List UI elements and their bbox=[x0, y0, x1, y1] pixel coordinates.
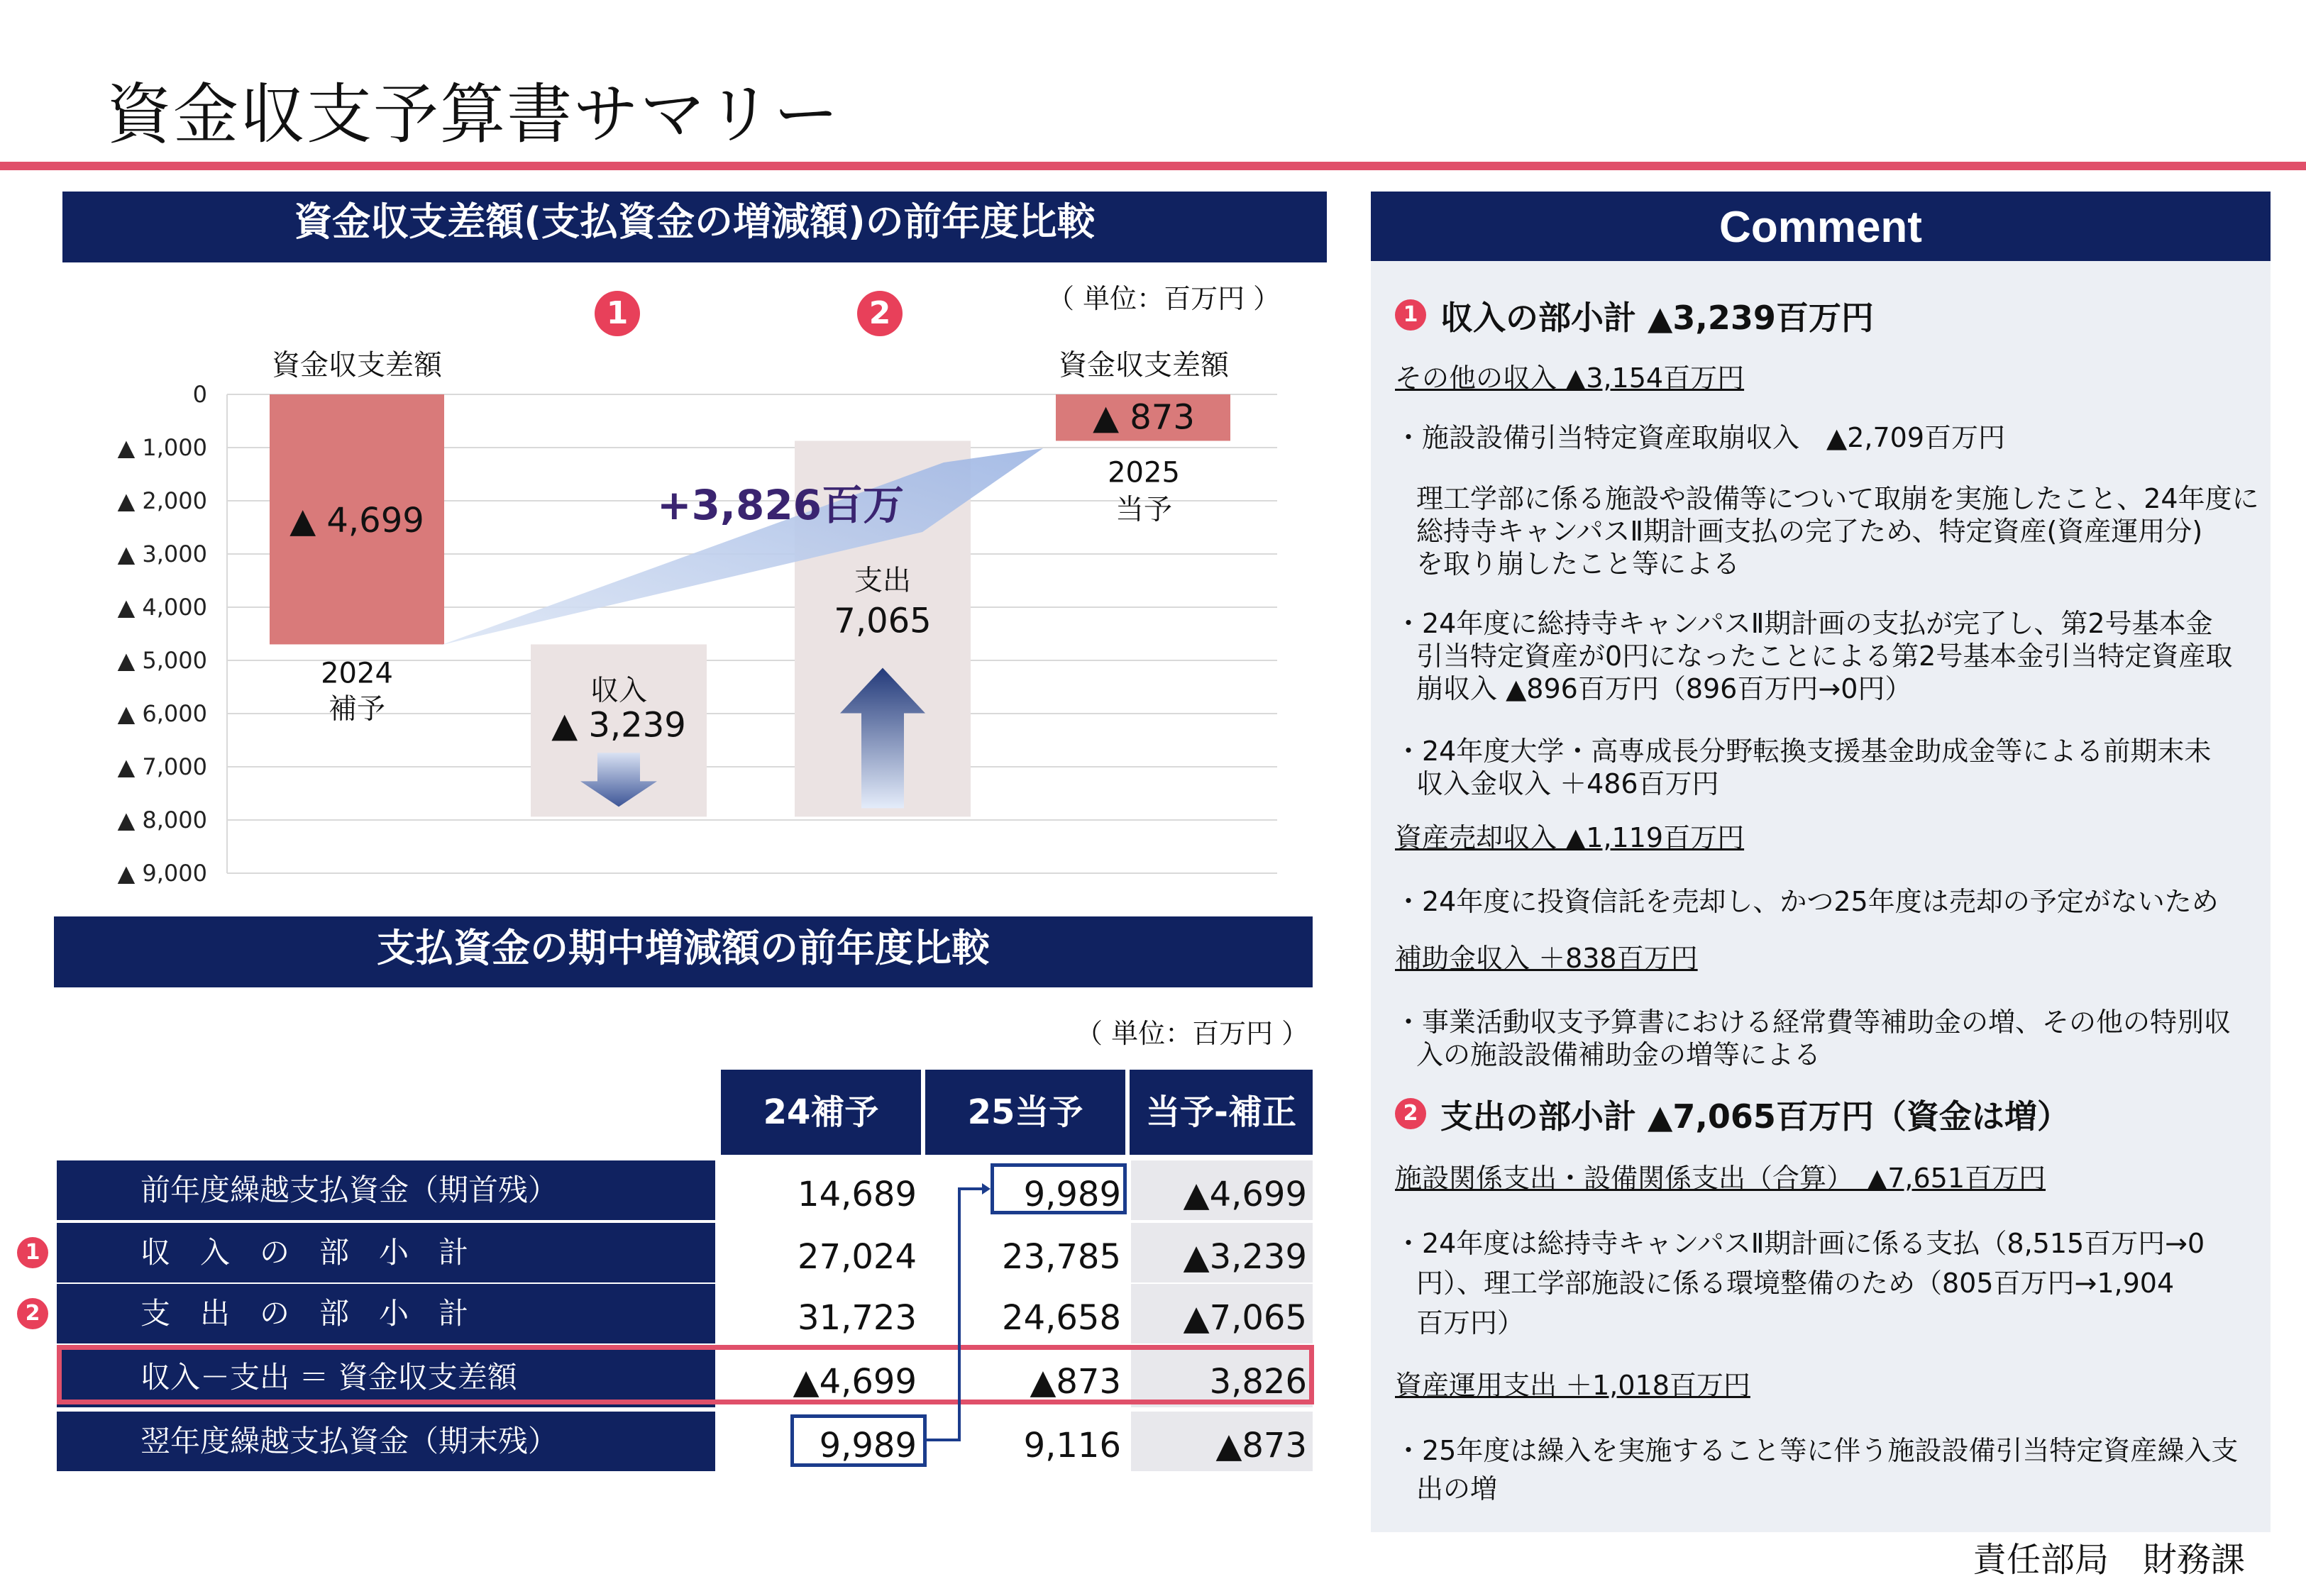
cell-diff: ▲873 bbox=[1131, 1412, 1313, 1471]
cell-25: 23,785 bbox=[1002, 1237, 1121, 1277]
row-label: 収 入 の 部 小 計 bbox=[57, 1223, 715, 1282]
cell-25: 9,989 bbox=[1023, 1175, 1121, 1214]
bar-category-label: 当予 bbox=[1115, 493, 1172, 526]
comment-text: を取り崩したこと等による bbox=[1416, 548, 1740, 580]
y-tick-label: ▲ 1,000 bbox=[117, 434, 207, 461]
comment-text: 百万円） bbox=[1416, 1307, 1525, 1339]
page-title: 資金収支予算書サマリー bbox=[106, 77, 841, 153]
comment-text: 崩収入 ▲896百万円（896百万円→0円） bbox=[1416, 673, 1912, 704]
marker-income-icon: 1 bbox=[595, 291, 640, 336]
comment-title: Comment bbox=[1371, 192, 2271, 261]
bar-category-label: 支出 bbox=[854, 564, 911, 597]
bar-category-label: 収入 bbox=[590, 674, 647, 707]
row-label: 支 出 の 部 小 計 bbox=[57, 1284, 715, 1343]
comment-asset-sale: 資産売却収入 ▲1,119百万円 bbox=[1395, 822, 1745, 853]
comment-subsidy: 補助金収入 ＋838百万円 bbox=[1395, 943, 1698, 974]
comment-text: ・事業活動収支予算書における経常費等補助金の増、その他の特別収 bbox=[1395, 1007, 2231, 1038]
comment-text: 引当特定資産が0円になったことによる第2号基本金引当特定資産取 bbox=[1416, 641, 2233, 672]
comment-income-marker-icon: 1 bbox=[1395, 299, 1426, 331]
cell-diff: ▲7,065 bbox=[1131, 1284, 1313, 1343]
y-tick-label: ▲ 5,000 bbox=[117, 647, 207, 674]
carryover-link-arrow bbox=[922, 1177, 1000, 1454]
comment-text: 理工学部に係る施設や設備等について取崩を実施したこと、24年度に bbox=[1416, 483, 2259, 514]
table-row bbox=[57, 1223, 1313, 1282]
y-tick-label: ▲ 3,000 bbox=[117, 541, 207, 567]
col-head-25: 25当予 bbox=[925, 1070, 1125, 1155]
comment-expense-heading: 支出の部小計 ▲7,065百万円（資金は増） bbox=[1440, 1097, 2070, 1136]
y-tick-label: ▲ 4,000 bbox=[117, 594, 207, 621]
y-tick-label: ▲ 6,000 bbox=[117, 700, 207, 727]
carry-in-box bbox=[991, 1163, 1127, 1214]
waterfall-chart bbox=[0, 270, 1334, 908]
table-unit-label: （ 単位：百万円 ） bbox=[1076, 1018, 1309, 1049]
bar-value-label: ▲ 873 bbox=[1093, 397, 1195, 438]
chart-section-title: 資金収支差額(支払資金の増減額)の前年度比較 bbox=[62, 192, 1327, 262]
cell-24: 27,024 bbox=[798, 1237, 917, 1277]
row-label: 翌年度繰越支払資金（期末残） bbox=[57, 1412, 715, 1471]
row-label: 収入－支出 ＝ 資金収支差額 bbox=[57, 1348, 715, 1407]
comment-text: 円）、理工学部施設に係る環境整備のため（805百万円→1,904 bbox=[1416, 1268, 2175, 1299]
bar-category-label: 2025 bbox=[1108, 456, 1180, 489]
bar-top-label: 資金収支差額 bbox=[272, 349, 442, 382]
comment-text: 総持寺キャンパスⅡ期計画支払の完了ため、特定資産(資産運用分) bbox=[1416, 516, 2203, 547]
y-tick-label: ▲ 9,000 bbox=[117, 860, 207, 887]
y-tick-label: ▲ 7,000 bbox=[117, 753, 207, 780]
y-tick-label: ▲ 8,000 bbox=[117, 807, 207, 833]
comment-facility: 施設関係支出・設備関係支出（合算） ▲7,651百万円 bbox=[1395, 1163, 2046, 1194]
bar-category-label: 2024 bbox=[321, 657, 393, 690]
comment-text: ・24年度に総持寺キャンパスⅡ期計画の支払が完了し、第2号基本金 bbox=[1395, 608, 2213, 639]
cell-diff: ▲4,699 bbox=[1131, 1160, 1313, 1220]
comment-text: 入の施設設備補助金の増等による bbox=[1416, 1039, 1821, 1070]
chart-bars bbox=[270, 349, 1230, 816]
cell-24: 9,989 bbox=[819, 1426, 917, 1465]
table-row bbox=[57, 1412, 1313, 1471]
cell-diff: 3,826 bbox=[1131, 1348, 1313, 1407]
cell-24: 31,723 bbox=[798, 1298, 917, 1338]
row-marker-income-icon: 1 bbox=[17, 1237, 48, 1268]
title-divider bbox=[0, 162, 2306, 170]
comment-text: ・25年度は繰入を実施すること等に伴う施設設備引当特定資産繰入支 bbox=[1395, 1435, 2239, 1466]
comment-text: ・24年度は総持寺キャンパスⅡ期計画に係る支払（8,515百万円→0 bbox=[1395, 1228, 2205, 1259]
comment-text: ・24年度大学・高専成長分野転換支援基金助成金等による前期末未 bbox=[1395, 736, 2212, 767]
table-row bbox=[57, 1284, 1313, 1343]
comment-other-income: その他の収入 ▲3,154百万円 bbox=[1395, 362, 1745, 394]
row-marker-expense-icon: 2 bbox=[17, 1298, 48, 1329]
cell-diff: ▲3,239 bbox=[1131, 1223, 1313, 1282]
y-tick-label: ▲ 2,000 bbox=[117, 487, 207, 514]
cell-25: ▲873 bbox=[1030, 1362, 1121, 1402]
bar-value-label: ▲ 4,699 bbox=[289, 501, 424, 541]
y-tick-label: 0 bbox=[192, 381, 207, 408]
cell-25: 24,658 bbox=[1002, 1298, 1121, 1338]
balance-highlight bbox=[57, 1345, 1314, 1404]
row-label: 前年度繰越支払資金（期首残） bbox=[57, 1160, 715, 1220]
comment-text: 出の増 bbox=[1416, 1473, 1498, 1504]
bar-category-label: ▲ 3,239 bbox=[551, 705, 686, 746]
comment-text: ・施設設備引当特定資産取崩収入 ▲2,709百万円 bbox=[1395, 422, 2006, 453]
col-head-24: 24補予 bbox=[721, 1070, 921, 1155]
y-axis-ticks bbox=[118, 381, 207, 887]
cell-25: 9,116 bbox=[1023, 1426, 1121, 1465]
comment-text: 収入金収入 ＋486百万円 bbox=[1416, 768, 1719, 799]
bar-top-label: 資金収支差額 bbox=[1059, 349, 1229, 382]
increase-annotation: +3,826百万 bbox=[656, 481, 905, 529]
bar-category-label: 7,065 bbox=[834, 601, 932, 641]
table-section-title: 支払資金の期中増減額の前年度比較 bbox=[54, 916, 1313, 987]
comment-expense-marker-icon: 2 bbox=[1395, 1098, 1426, 1129]
footer-department: 責任部局 財務課 bbox=[1973, 1540, 2246, 1580]
cell-24: ▲4,699 bbox=[793, 1362, 917, 1402]
bar-category-label: 補予 bbox=[329, 692, 385, 726]
comment-income-heading: 収入の部小計 ▲3,239百万円 bbox=[1440, 299, 1874, 337]
comment-text: ・24年度に投資信託を売却し、かつ25年度は売却の予定がないため bbox=[1395, 886, 2219, 917]
chart-unit-label: （ 単位：百万円 ） bbox=[1047, 283, 1281, 314]
marker-expense-icon: 2 bbox=[857, 291, 903, 336]
cell-24: 14,689 bbox=[798, 1175, 917, 1214]
comment-asset-mgmt: 資産運用支出 ＋1,018百万円 bbox=[1395, 1370, 1750, 1401]
col-head-diff: 当予-補正 bbox=[1130, 1070, 1313, 1155]
carry-out-box bbox=[790, 1414, 927, 1467]
